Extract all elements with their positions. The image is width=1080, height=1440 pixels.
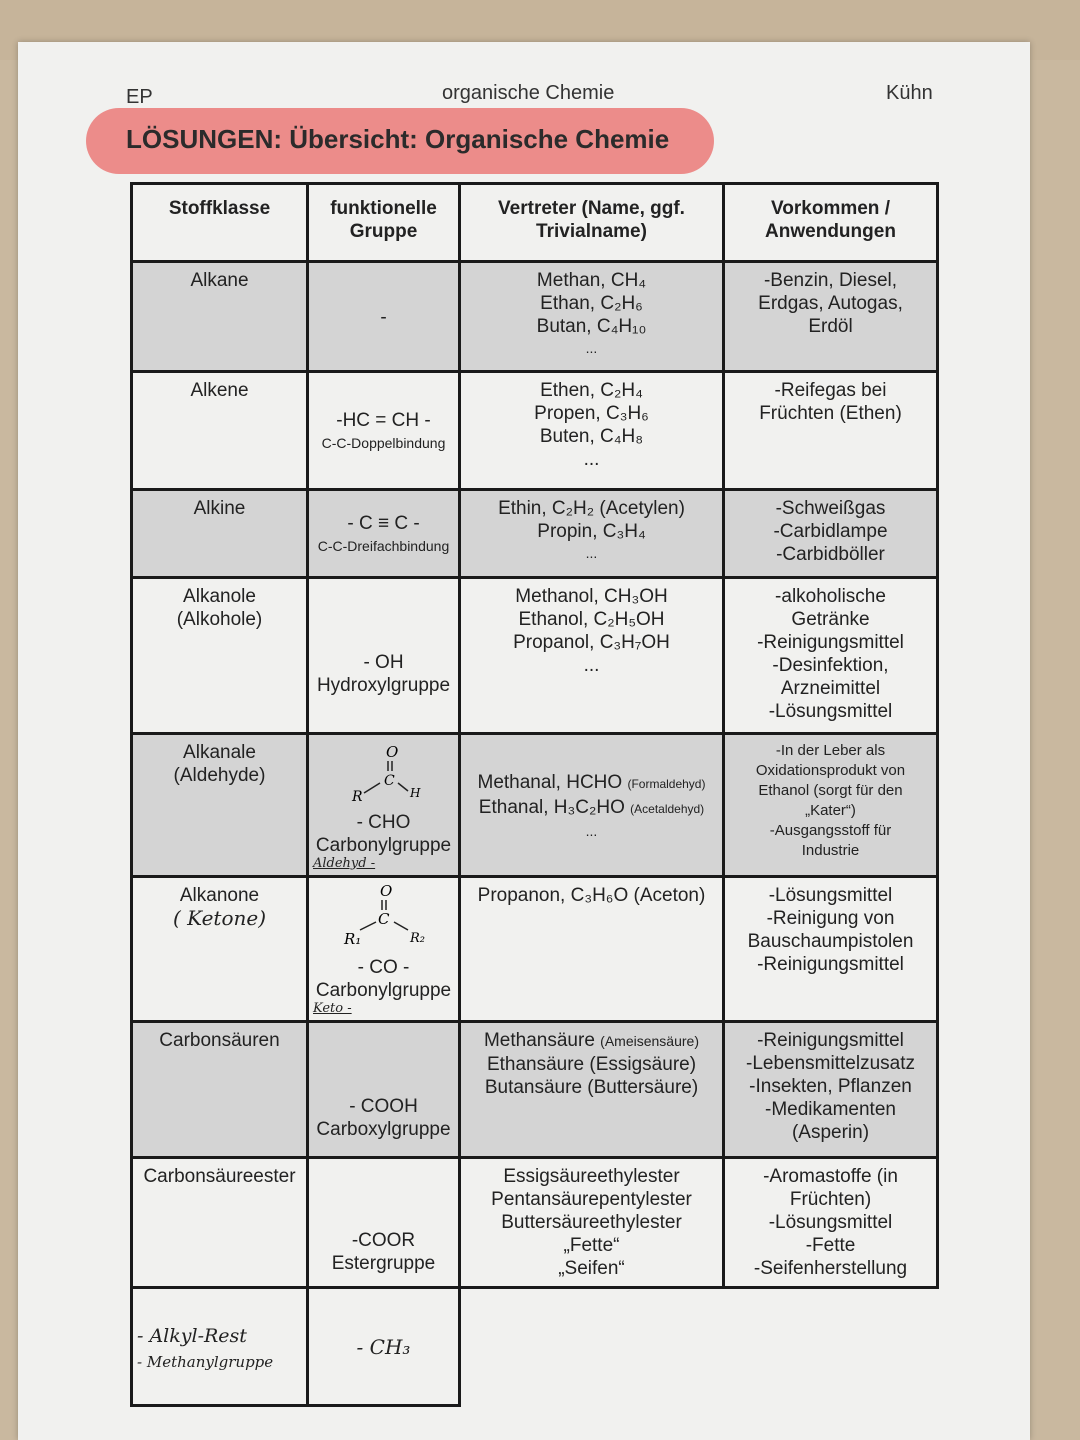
- vorkommen-line: -Reifegas bei: [774, 380, 887, 401]
- aldehyde-structure-drawing: [324, 737, 444, 805]
- table-row: [132, 578, 938, 734]
- cell-vertreter: [460, 372, 724, 490]
- cell-vertreter: [460, 578, 724, 734]
- vertreter-line: Ethansäure (Essigsäure): [486, 1054, 697, 1075]
- vorkommen-line: -Insekten, Pflanzen: [749, 1076, 912, 1097]
- cell-vertreter: [460, 262, 724, 372]
- klasse-text: Alkanone: [179, 885, 260, 906]
- table-row: [132, 1158, 938, 1288]
- vorkommen-line: -Carbidböller: [776, 544, 885, 565]
- gruppe-subtext: Estergruppe: [331, 1253, 436, 1274]
- handwritten-text: - Alkyl-Rest: [137, 1324, 247, 1347]
- cell-vorkommen: [724, 1158, 938, 1288]
- cell-gruppe: [308, 578, 460, 734]
- handwritten-row: [132, 1288, 938, 1406]
- trivialname: (Formaldehyd): [627, 777, 706, 791]
- vertreter-line: Propen, C₃H₆: [534, 403, 649, 424]
- vertreter-line: „Fette“: [563, 1235, 620, 1256]
- worksheet: [18, 42, 1030, 1440]
- table-header-row: [132, 184, 938, 262]
- vorkommen-line: (Asperin): [791, 1122, 870, 1143]
- gruppe-text: -: [380, 307, 387, 328]
- klasse-text: Carbonsäureester: [143, 1166, 296, 1187]
- vertreter-line: Pentansäurepentylester: [491, 1189, 692, 1210]
- cell-klasse: [132, 1158, 308, 1288]
- vorkommen-line: -Benzin, Diesel,: [763, 270, 898, 291]
- gruppe-subtext: Hydroxylgruppe: [316, 675, 451, 696]
- cell-klasse: [132, 262, 308, 372]
- gruppe-subtext: C-C-Dreifachbindung: [317, 537, 450, 554]
- vorkommen-line: -Lösungsmittel: [768, 1212, 893, 1233]
- ketone-structure-drawing: [324, 880, 444, 950]
- klasse-text: Alkine: [193, 498, 246, 519]
- vertreter-line: Methanal, HCHO: [477, 772, 623, 793]
- vorkommen-line: -Lösungsmittel: [768, 885, 893, 906]
- atom-o: O: [385, 743, 398, 761]
- cell-klasse: [132, 734, 308, 877]
- cell-vertreter: [460, 1158, 724, 1288]
- overview-table: [130, 182, 939, 1407]
- vorkommen-line: -Lösungsmittel: [768, 701, 893, 722]
- vertreter-line: Ethan, C₂H₆: [540, 293, 643, 314]
- gruppe-text: -HC = CH -: [336, 409, 431, 431]
- title-banner: [86, 108, 714, 174]
- vertreter-line: Butan, C₄H₁₀: [536, 316, 647, 337]
- vorkommen-line: -alkoholische: [775, 586, 886, 607]
- vorkommen-line: -Reinigung von: [766, 908, 895, 929]
- col-header-stoffklasse: Stoffklasse: [132, 184, 308, 262]
- col-header-gruppe: funktionelle Gruppe: [308, 184, 460, 262]
- gruppe-text: - CHO: [356, 812, 411, 833]
- handwritten-text: - CH₃: [356, 1335, 411, 1359]
- vorkommen-line: -Reinigungsmittel: [757, 632, 904, 653]
- atom-c: C: [383, 773, 395, 789]
- cell-klasse: [132, 490, 308, 578]
- vertreter-line: Buttersäureethylester: [501, 1212, 682, 1233]
- cell-gruppe: [308, 1022, 460, 1158]
- cell-klasse-handwritten: [132, 1288, 308, 1406]
- vertreter-line: Butansäure (Buttersäure): [484, 1077, 699, 1098]
- table-row: [132, 877, 938, 1022]
- vorkommen-line: Ethanol (sorgt für den: [758, 782, 903, 799]
- vorkommen-line: -Schweißgas: [775, 498, 886, 519]
- gruppe-subtext: C-C-Doppelbindung: [321, 434, 446, 451]
- handwritten-klasse: ( Ketone): [173, 906, 266, 930]
- vorkommen-line: Industrie: [801, 842, 860, 859]
- gruppe-subtext: Carbonylgruppe: [315, 835, 452, 856]
- vorkommen-line: -Fette: [805, 1235, 856, 1256]
- vorkommen-line: -Carbidlampe: [773, 521, 888, 542]
- vorkommen-line: Erdöl: [808, 316, 853, 337]
- vorkommen-line: -Reinigungsmittel: [757, 954, 904, 975]
- cell-gruppe: [308, 262, 460, 372]
- gruppe-text: -COOR: [351, 1230, 416, 1251]
- vertreter-line: Propin, C₃H₄: [537, 521, 646, 542]
- col-header-vertreter: Vertreter (Name, ggf. Trivialname): [460, 184, 724, 262]
- col-header-vorkommen: Vorkommen / Anwendungen: [724, 184, 938, 262]
- atom-c: C: [377, 910, 389, 928]
- table-row: [132, 1022, 938, 1158]
- cell-vertreter: [460, 877, 724, 1022]
- gruppe-subtext: Carboxylgruppe: [316, 1119, 451, 1140]
- gruppe-text: - CO -: [357, 957, 410, 978]
- vertreter-line: Buten, C₄H₈: [539, 426, 644, 447]
- cell-klasse: [132, 877, 308, 1022]
- atom-h: H: [409, 786, 420, 800]
- empty-cell: [724, 1288, 938, 1406]
- vorkommen-line: Früchten (Ethen): [759, 403, 902, 424]
- page-title: LÖSUNGEN: Übersicht: Organische Chemie: [126, 124, 670, 154]
- cell-klasse: [132, 1022, 308, 1158]
- klasse-text: Alkanole: [183, 586, 256, 607]
- vorkommen-line: Oxidationsprodukt von: [755, 762, 906, 779]
- vorkommen-line: -Desinfektion,: [772, 655, 889, 676]
- vertreter-line: Ethanal, H₃C₂HO: [478, 797, 625, 818]
- vorkommen-line: -Ausgangsstoff für: [769, 822, 892, 839]
- vertreter-line: Methanol, CH₃OH: [515, 586, 668, 607]
- handwritten-note: Keto -: [313, 1001, 352, 1016]
- vorkommen-line: Arzneimittel: [780, 678, 881, 699]
- header-center: organische Chemie: [442, 82, 615, 104]
- vertreter-line: „Seifen“: [558, 1258, 625, 1279]
- handwritten-text: - Methanylgruppe: [137, 1352, 274, 1371]
- cell-vertreter: [460, 1022, 724, 1158]
- klasse-text: (Aldehyde): [173, 765, 266, 786]
- handwritten-note: Aldehyd -: [313, 856, 376, 871]
- gruppe-subtext: Carbonylgruppe: [315, 980, 452, 1001]
- vorkommen-line: Erdgas, Autogas,: [758, 293, 903, 314]
- vertreter-line: Essigsäureethylester: [503, 1166, 680, 1187]
- vertreter-line: Propanol, C₃H₇OH: [513, 632, 670, 653]
- klasse-text: Alkane: [190, 270, 249, 291]
- klasse-text: Alkanale: [183, 742, 256, 763]
- cell-vertreter: [460, 734, 724, 877]
- gruppe-text: - C ≡ C -: [347, 512, 420, 534]
- table-row: [132, 490, 938, 578]
- atom-r: R: [351, 789, 363, 805]
- vorkommen-line: -Reinigungsmittel: [757, 1030, 904, 1051]
- vertreter-line: Methan, CH₄: [536, 270, 647, 291]
- vertreter-ellipsis: ...: [583, 655, 600, 676]
- cell-gruppe: [308, 372, 460, 490]
- cell-vertreter: [460, 490, 724, 578]
- vertreter-ellipsis: ...: [585, 823, 598, 839]
- cell-gruppe: [308, 734, 460, 877]
- table-row: [132, 372, 938, 490]
- cell-vorkommen: [724, 262, 938, 372]
- atom-r1: R₁: [343, 930, 361, 948]
- cell-klasse: [132, 578, 308, 734]
- vorkommen-line: Früchten): [789, 1189, 872, 1210]
- vorkommen-line: -Medikamenten: [765, 1099, 896, 1120]
- cell-gruppe: [308, 1158, 460, 1288]
- cell-klasse: [132, 372, 308, 490]
- empty-cell: [460, 1288, 724, 1406]
- vertreter-line: Ethanol, C₂H₅OH: [518, 609, 665, 630]
- cell-gruppe: [308, 877, 460, 1022]
- vorkommen-line: -Aromastoffe (in: [763, 1166, 898, 1187]
- klasse-text: Alkene: [190, 380, 249, 401]
- vorkommen-line: Bauschaumpistolen: [747, 931, 914, 952]
- cell-gruppe: [308, 490, 460, 578]
- gruppe-text: - OH: [363, 652, 404, 673]
- table-row: [132, 734, 938, 877]
- vertreter-line: Methansäure: [483, 1030, 595, 1051]
- vertreter-line: Ethen, C₂H₄: [540, 380, 643, 401]
- gruppe-text: - COOH: [349, 1096, 418, 1117]
- atom-o: O: [379, 882, 392, 900]
- cell-vorkommen: [724, 877, 938, 1022]
- trivialname: (Acetaldehyd): [630, 802, 705, 816]
- cell-vorkommen: [724, 578, 938, 734]
- vertreter-ellipsis: ...: [583, 449, 600, 470]
- cell-vorkommen: [724, 490, 938, 578]
- cell-gruppe-handwritten: [308, 1288, 460, 1406]
- klasse-text: (Alkohole): [176, 609, 263, 630]
- vertreter-ellipsis: ...: [585, 340, 598, 356]
- cell-vorkommen: [724, 734, 938, 877]
- header-right: Kühn: [886, 82, 933, 104]
- vorkommen-line: Getränke: [791, 609, 870, 630]
- vertreter-line: Ethin, C₂H₂ (Acetylen): [498, 498, 685, 519]
- trivialname: (Ameisensäure): [600, 1033, 699, 1049]
- vorkommen-line: -Lebensmittelzusatz: [746, 1053, 915, 1074]
- klasse-text: Carbonsäuren: [159, 1030, 280, 1051]
- cell-vorkommen: [724, 372, 938, 490]
- vertreter-line: Propanon, C₃H₆O (Aceton): [477, 885, 706, 906]
- vorkommen-line: -Seifenherstellung: [753, 1258, 908, 1279]
- cell-vorkommen: [724, 1022, 938, 1158]
- header-left: EP: [126, 86, 153, 108]
- table-row: [132, 262, 938, 372]
- atom-r2: R₂: [409, 931, 425, 946]
- vorkommen-line: „Kater“): [805, 802, 856, 819]
- vorkommen-line: -In der Leber als: [775, 742, 886, 759]
- vertreter-ellipsis: ...: [585, 545, 598, 561]
